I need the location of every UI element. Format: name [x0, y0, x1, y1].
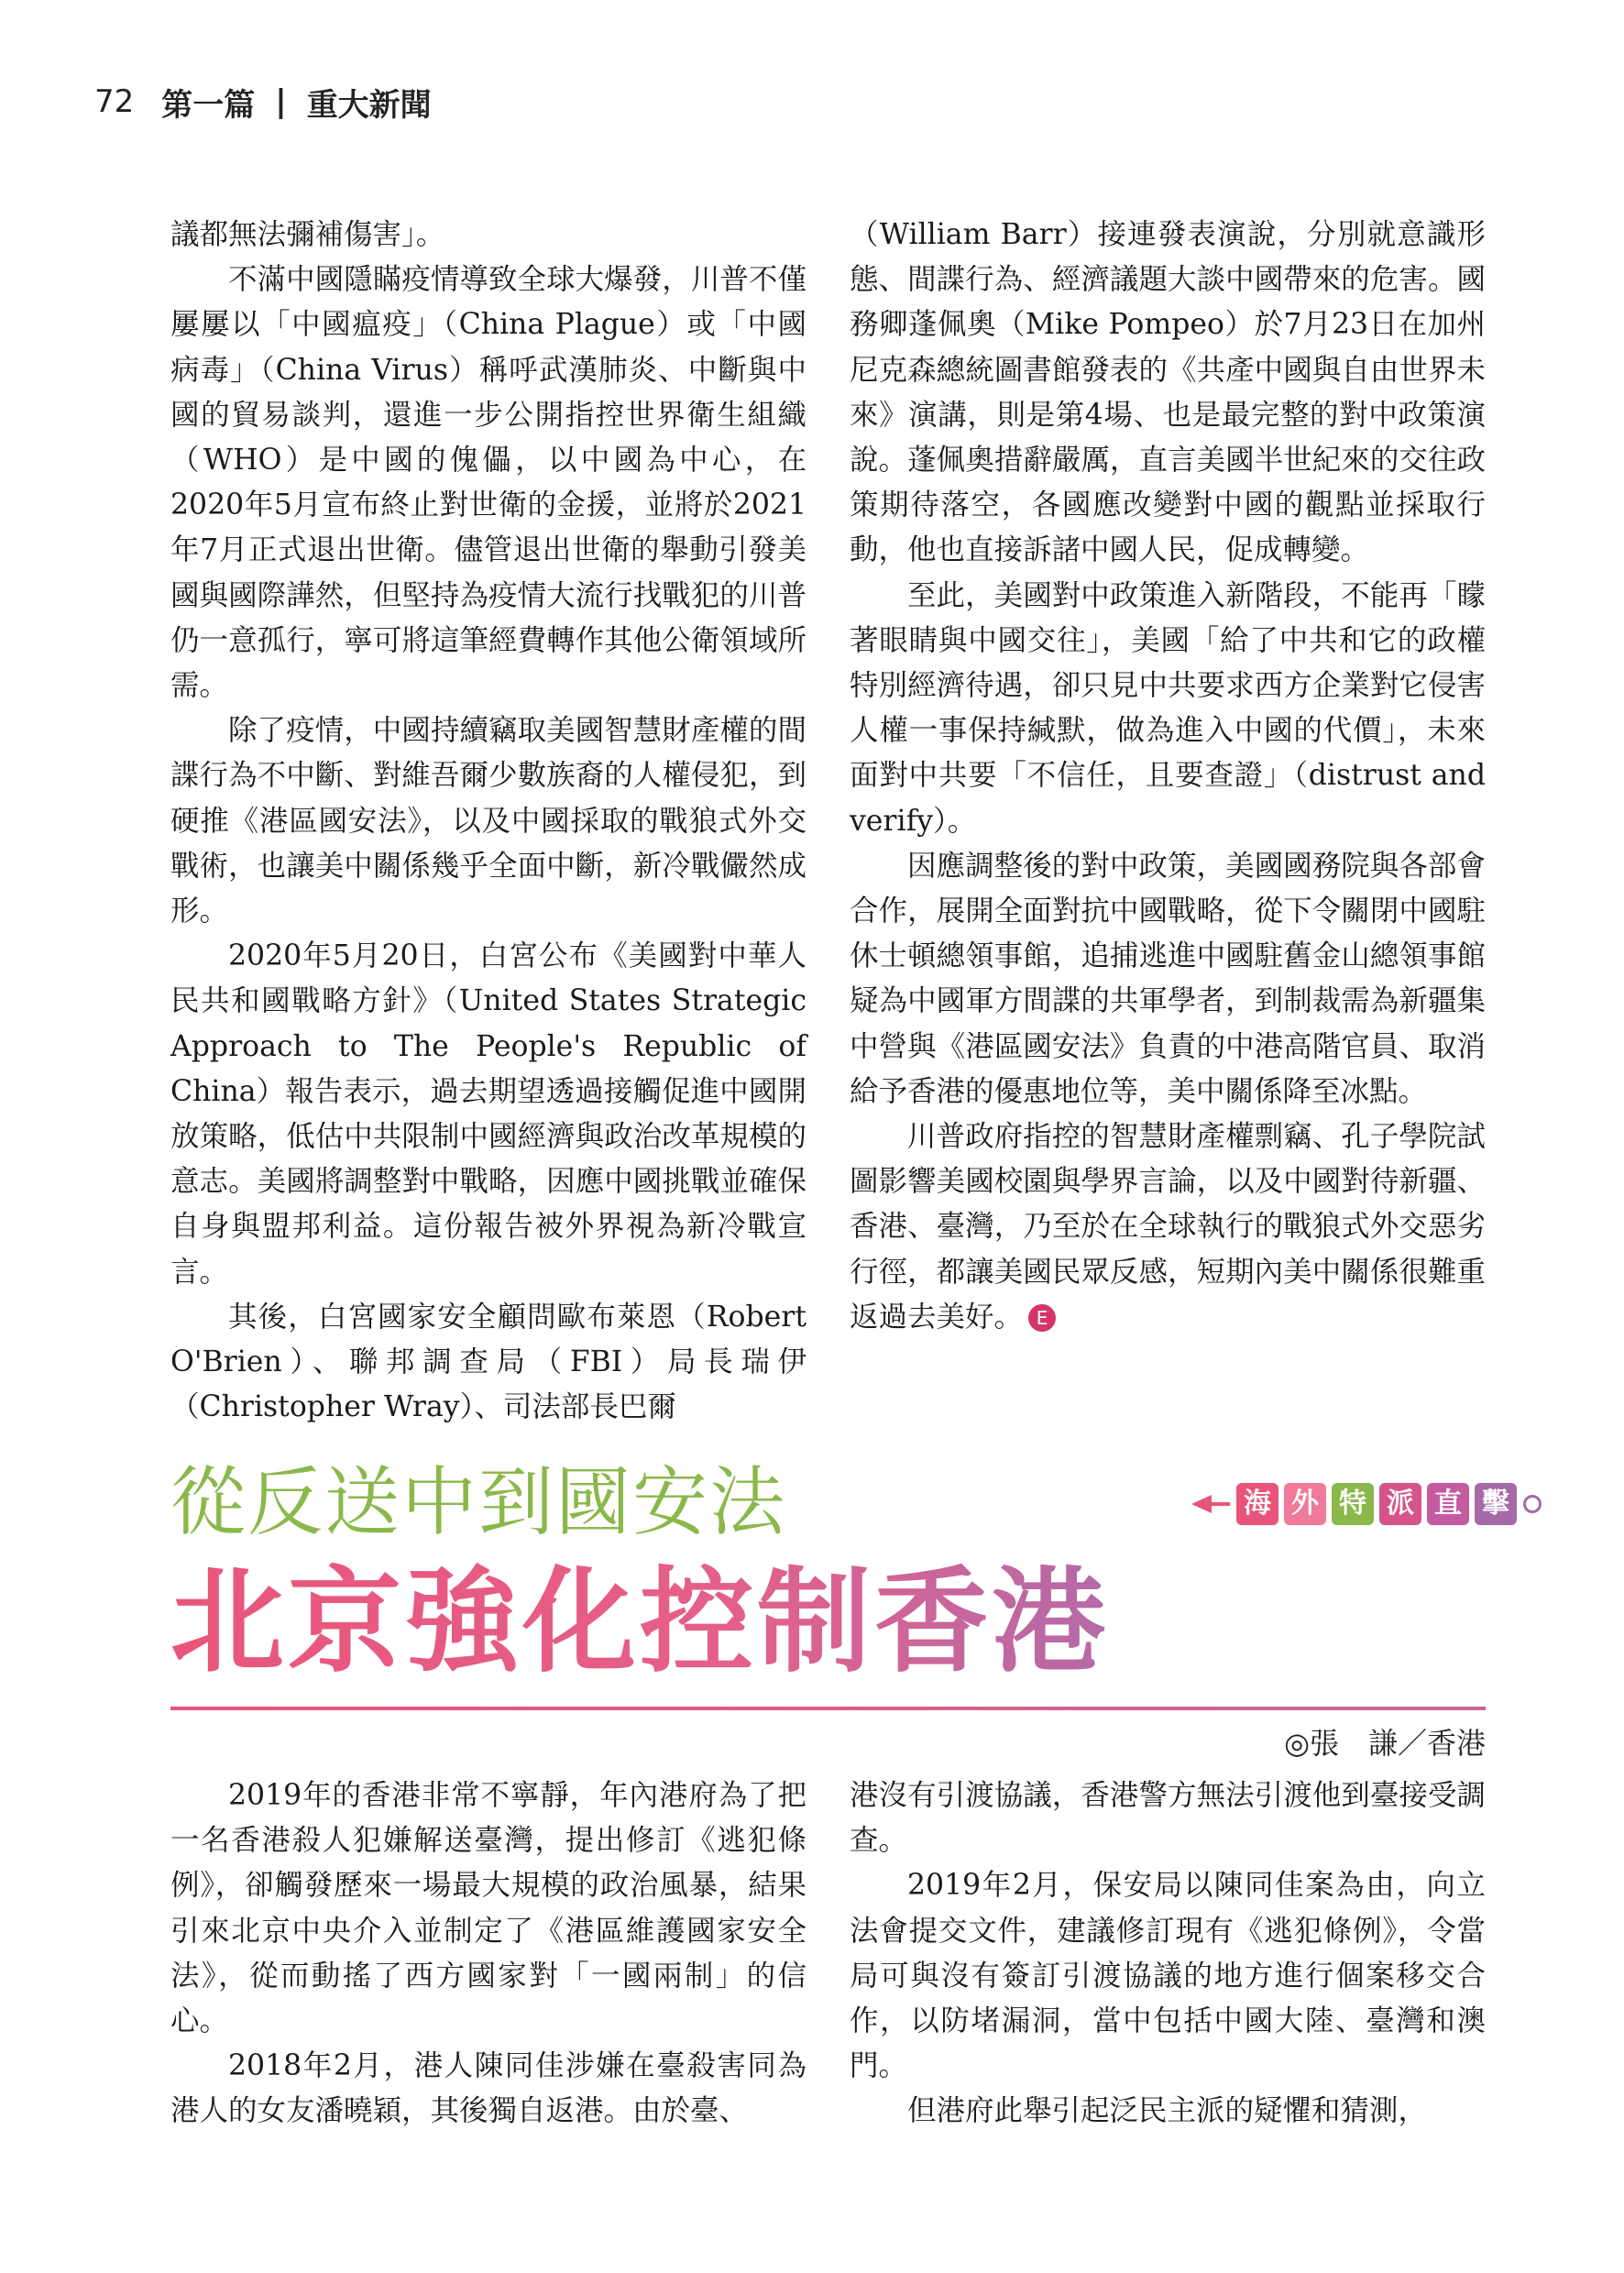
article2-subtitle: 從反送中到國安法: [170, 1459, 787, 1546]
article2-paragraph: 港沒有引渡協議，香港警方無法引渡他到臺接受調查。: [850, 1779, 1486, 1858]
author-byline: ◎張 謙／香港: [1284, 1726, 1486, 1761]
title-divider: [170, 1707, 1486, 1710]
header-separator: |: [275, 83, 287, 120]
badge-arrow-icon: [1191, 1495, 1212, 1513]
article1-paragraph-text: 川普政府指控的智慧財產權剽竊、孔子學院試圖影響美國校園與學界言論，以及中國對待新疆、香港、臺灣，乃至於在全球執行的戰狼式外交惡劣行徑，都讓美國民眾反感，短期內美中關係很難重返過去美好。: [850, 1120, 1486, 1334]
badge-char: 擊: [1475, 1483, 1517, 1525]
badge-char: 派: [1379, 1483, 1421, 1525]
article1-paragraph: 除了疫情，中國持續竊取美國智慧財產權的間諜行為不中斷、對維吾爾少數族裔的人權侵犯，到硬推《港區國安法》，以及中國採取的戰狼式外交戰術，也讓美中關係幾乎全面中斷，新冷戰儼然成形。: [170, 714, 807, 928]
article1-paragraph-last: [850, 1115, 1486, 1340]
badge-char: 外: [1284, 1483, 1326, 1525]
article2-paragraph: 2019年的香港非常不寧靜，年內港府為了把一名香港殺人犯嫌解送臺灣，提出修訂《逃犯條例》，卻觸發歷來一場最大規模的政治風暴，結果引來北京中央介入並制定了《港區維護國家安全法》，從而動搖了西方國家對「一國兩制」的信心。: [170, 1779, 807, 2038]
running-header: [94, 79, 432, 125]
article1-paragraph: （William Barr）接連發表演說，分別就意識形態、間諜行為、經濟議題大談中國帶來的危害。國務卿蓬佩奧（Mike Pompeo）於7月23日在加州尼克森總統圖書館發表的《共產中國與自由世界未來》演講，則是第4場、也是最完整的對中政策演說。蓬佩奧措辭嚴厲，直言美國半世紀來的交往政策期待落空，各國應改變對中國的觀點並採取行動，他也直接訴諸中國人民，促成轉變。: [850, 218, 1486, 567]
badge-line-icon: [1212, 1502, 1230, 1506]
article2-right-column: [850, 1773, 1486, 2135]
article1-paragraph: 因應調整後的對中政策，美國國務院與各部會合作，展開全面對抗中國戰略，從下令關閉中國駐休士頓總領事館，追捕逃進中國駐舊金山總領事館疑為中國軍方間諜的共軍學者，到制裁需為新疆集中營與《港區國安法》負責的中港高階官員、取消給予香港的優惠地位等，美中關係降至冰點。: [850, 849, 1486, 1108]
badge-char: 直: [1427, 1483, 1469, 1525]
article1-right-column: [850, 213, 1486, 1340]
article2-left-column: [170, 1773, 807, 2135]
section-label: 第一篇: [161, 86, 256, 124]
category-label: 重大新聞: [306, 86, 432, 124]
article1-left-column: [170, 213, 807, 1430]
article2-paragraph: 2018年2月，港人陳同佳涉嫌在臺殺害同為港人的女友潘曉穎，其後獨自返港。由於臺、: [170, 2049, 807, 2128]
article1-paragraph: 議都無法彌補傷害」。: [170, 218, 445, 251]
badge-char: 海: [1236, 1483, 1278, 1525]
page-number: 72: [94, 83, 135, 120]
article2-paragraph: 但港府此舉引起泛民主派的疑懼和猜測，: [907, 2094, 1428, 2128]
article1-paragraph: 至此，美國對中政策進入新階段，不能再「矇著眼睛與中國交往」，美國「給了中共和它的政權特別經濟待遇，卻只見中共要求西方企業對它侵害人權一事保持緘默，做為進入中國的代價」，未來面對中共要「不信任，且要查證」（distrust and verify）。: [850, 578, 1486, 838]
overseas-report-badge: [1191, 1480, 1542, 1528]
end-mark-icon: E: [1028, 1304, 1056, 1332]
article2-paragraph: 2019年2月，保安局以陳同佳案為由，向立法會提交文件，建議修訂現有《逃犯條例》，令當局可與沒有簽訂引渡協議的地方進行個案移交合作，以防堵漏洞，當中包括中國大陸、臺灣和澳門。: [850, 1869, 1486, 2083]
badge-dot-icon: [1523, 1495, 1542, 1513]
article1-paragraph: 不滿中國隱瞞疫情導致全球大爆發，川普不僅屢屢以「中國瘟疫」（China Plague）或「中國病毒」（China Virus）稱呼武漢肺炎、中斷與中國的貿易談判，還進一步公開指控世界衛生組織（WHO）是中國的傀儡，以中國為中心，在2020年5月宣布終止對世衛的金援，並將於2021年7月正式退出世衛。儘管退出世衛的舉動引發美國與國際譁然，但堅持為疫情大流行找戰犯的川普仍一意孤行，寧可將這筆經費轉作其他公衛領域所需。: [170, 263, 807, 703]
badge-char: 特: [1332, 1483, 1374, 1525]
article1-paragraph: 2020年5月20日，白宮公布《美國對中華人民共和國戰略方針》（United States Strategic Approach to The People's Republic of China）報告表示，過去期望透過接觸促進中國開放策略，低估中共限制中國經濟與政治改革規模的意志。美國將調整對中戰略，因應中國挑戰並確保自身與盟邦利益。這份報告被外界視為新冷戰宣言。: [170, 939, 807, 1289]
article1-paragraph: 其後，白宮國家安全顧問歐布萊恩（Robert O'Brien）、聯邦調查局（FBI）局長瑞伊（Christopher Wray）、司法部長巴爾: [170, 1300, 807, 1424]
article2-title: 北京強化控制香港: [170, 1556, 1110, 1688]
